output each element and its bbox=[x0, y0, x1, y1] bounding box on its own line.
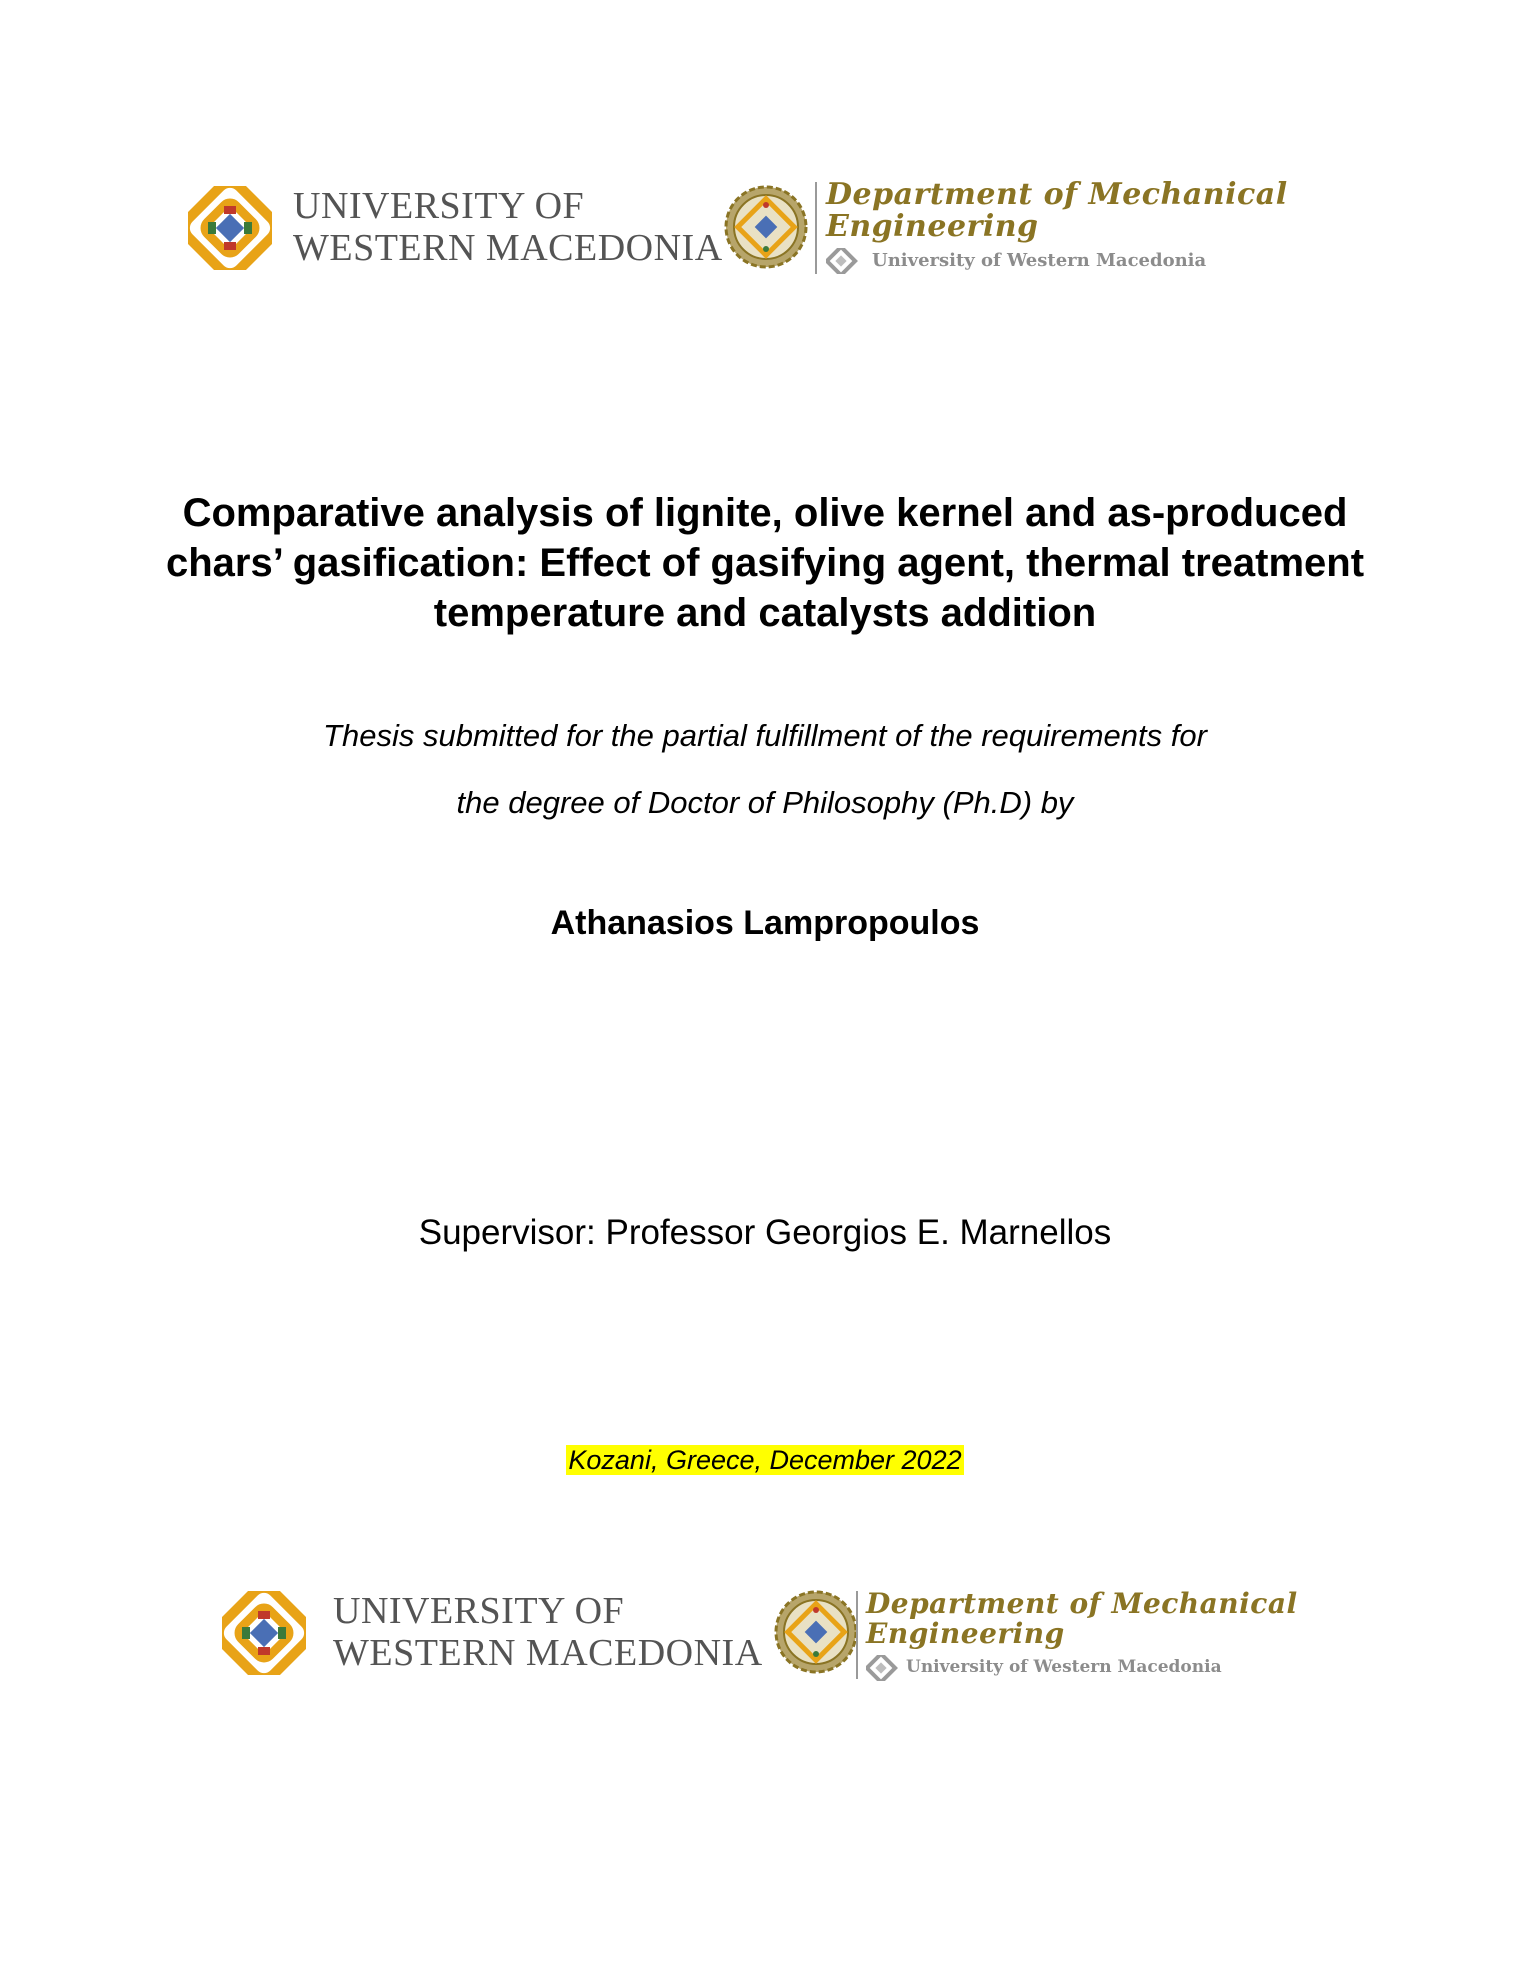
university-knot-logo-icon bbox=[222, 1591, 306, 1675]
header-logos-bottom bbox=[0, 1585, 1530, 1705]
department-name-line1: Department of Mechanical bbox=[826, 177, 1288, 212]
mini-knot-icon bbox=[826, 248, 858, 274]
university-name-line2: WESTERN MACEDONIA bbox=[293, 227, 723, 269]
header-logos-top bbox=[0, 177, 1530, 300]
department-name-line2: Engineering bbox=[826, 209, 1039, 244]
place-date-container bbox=[165, 1442, 1365, 1478]
university-name-line1: UNIVERSITY OF bbox=[333, 1590, 625, 1632]
subtitle-line1: Thesis submitted for the partial fulfillment of the requirements for bbox=[323, 718, 1207, 753]
thesis-title: Comparative analysis of lignite, olive kernel and as-produced chars’ gasification: Effect of gasifying agent, thermal treatment temperature and catalysts addition bbox=[165, 491, 1365, 635]
author-name: Athanasios Lampropoulos bbox=[550, 904, 980, 942]
thesis-subtitle bbox=[165, 702, 1365, 836]
department-gear-logo-icon bbox=[722, 183, 810, 271]
subtitle-line2: the degree of Doctor of Philosophy (Ph.D) by bbox=[456, 785, 1074, 820]
department-divider bbox=[815, 182, 817, 274]
department-divider bbox=[856, 1591, 858, 1679]
department-university-subtitle: University of Western Macedonia bbox=[906, 1657, 1222, 1677]
university-name-line2: WESTERN MACEDONIA bbox=[333, 1632, 763, 1674]
university-name-line1: UNIVERSITY OF bbox=[293, 185, 585, 227]
department-name-line1: Department of Mechanical bbox=[866, 1587, 1298, 1620]
place-date: Kozani, Greece, December 2022 bbox=[568, 1445, 962, 1475]
department-gear-logo-icon bbox=[772, 1588, 860, 1676]
mini-knot-icon bbox=[866, 1655, 898, 1681]
department-university-subtitle: University of Western Macedonia bbox=[872, 250, 1207, 271]
university-knot-logo-icon bbox=[188, 186, 272, 270]
supervisor: Supervisor: Professor Georgios E. Marnellos bbox=[418, 1213, 1112, 1252]
department-name-line2: Engineering bbox=[866, 1617, 1065, 1650]
